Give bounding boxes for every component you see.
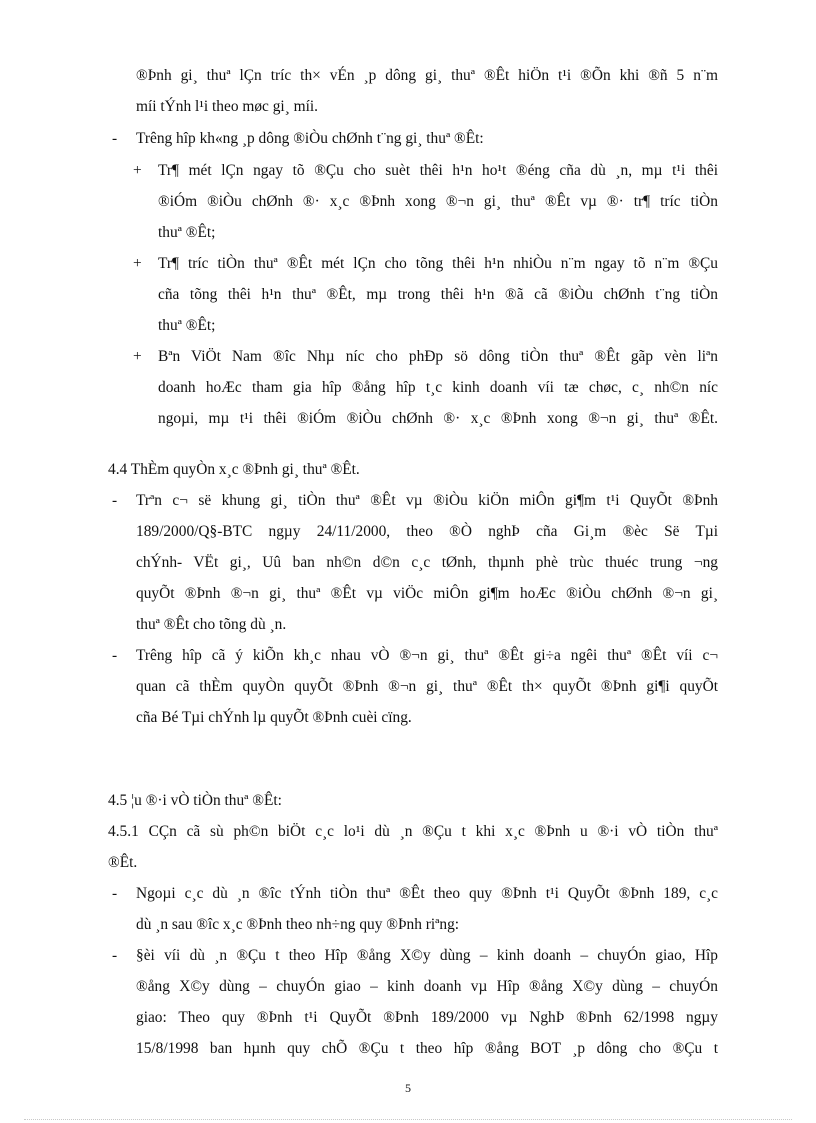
dash-bullet: - [112,947,118,964]
text-line: Bªn ViÖt Nam ®îc Nhµ níc cho phÐp sö dông tiÒn thuª ®Êt gãp vèn liªn [158,348,718,365]
dash-bullet: - [112,492,118,509]
plus-bullet: + [133,348,142,365]
text-line: Tr¶ mét lÇn ngay tõ ®Çu cho suèt thêi h¹n ho¹t ®éng cña dù ¸n, mµ t¹i thêi [158,162,718,179]
text-line: chÝnh- VËt gi¸, Uû ban nh©n d©n c¸c tØnh, thµnh phè trùc thuéc trung ¬ng [136,554,718,571]
text-line: Trêng hîp cã ý kiÕn kh¸c nhau vÒ ®¬n gi¸ thuª ®Êt gi÷a ngêi thuª ®Êt víi c¬ [136,647,718,664]
text-line: Ngoµi c¸c dù ¸n ®îc tÝnh tiÒn thuª ®Êt theo quy ®Þnh t¹i QuyÕt ®Þnh 189, c¸c [136,885,718,902]
text-line: ®Þnh gi¸ thuª lÇn tríc th× vÉn ¸p dông gi¸ thuª ®Êt hiÖn t¹i ®Õn khi ®ñ 5 n¨m [136,67,718,84]
text-line: míi tÝnh l¹i theo møc gi¸ míi. [136,98,319,115]
text-line: 189/2000/Q§-BTC ngµy 24/11/2000, theo ®Ò nghÞ cña Gi¸m ®èc Së Tµi [136,523,718,540]
text-line: thuª ®Êt; [158,224,216,241]
text-line: ®Êt. [108,854,138,871]
section-heading: 4.4 ThÈm quyÒn x¸c ®Þnh gi¸ thuª ®Êt. [108,461,360,478]
text-line: Trªn c¬ së khung gi¸ tiÒn thuª ®Êt vµ ®iÒu kiÖn miÔn gi¶m t¹i QuyÕt ®Þnh [136,492,718,509]
text-line: dù ¸n sau ®îc x¸c ®Þnh theo nh÷ng quy ®Þnh riªng: [136,916,460,933]
text-line: thuª ®Êt; [158,317,216,334]
text-line: Trêng hîp kh«ng ¸p dông ®iÒu chØnh t¨ng gi¸ thuª ®Êt: [136,130,484,147]
dash-bullet: - [112,885,118,902]
text-line: §èi víi dù ¸n ®Çu t theo Hîp ®ång X©y dùng – kinh doanh – chuyÓn giao, Hîp [136,947,718,964]
section-heading: 4.5 ¦u ®·i vÒ tiÒn thuª ®Êt: [108,792,282,809]
text-line: quan cã thÈm quyÒn quyÕt ®Þnh ®¬n gi¸ thuª ®Êt th× quyÕt ®Þnh gi¶i quyÕt [136,678,718,695]
dash-bullet: - [112,647,118,664]
text-line: 15/8/1998 ban hµnh quy chÕ ®Çu t theo hîp ®ång BOT ¸p dông cho ®Çu t [136,1040,718,1057]
text-line: ngoµi, mµ t¹i thêi ®iÓm ®iÒu chØnh ®· x¸c ®Þnh xong ®¬n gi¸ thuª ®Êt. [158,410,718,427]
text-line: thuª ®Êt cho tõng dù ¸n. [136,616,287,633]
dash-bullet: - [112,130,118,147]
plus-bullet: + [133,255,142,272]
text-line: giao: Theo quy ®Þnh t¹i QuyÕt ®Þnh 189/2000 vµ NghÞ ®Þnh 62/1998 ngµy [136,1009,718,1026]
text-line: cña Bé Tµi chÝnh lµ quyÕt ®Þnh cuèi cïng. [136,709,412,726]
text-line: 4.5.1 CÇn cã sù ph©n biÖt c¸c lo¹i dù ¸n ®Çu t khi x¸c ®Þnh u ®·i vÒ tiÒn thuª [108,823,718,840]
plus-bullet: + [133,162,142,179]
page-bottom-divider [24,1119,792,1120]
page-number: 5 [405,1081,411,1095]
text-line: cña tõng thêi h¹n thuª ®Êt, mµ trong thêi h¹n ®ã cã ®iÒu chØnh t¨ng tiÒn [158,286,718,303]
text-line: quyÕt ®Þnh ®¬n gi¸ thuª ®Êt vµ viÖc miÔn gi¶m hoÆc ®iÒu chØnh ®¬n gi¸ [136,585,718,602]
text-line: doanh hoÆc tham gia hîp ®ång hîp t¸c kinh doanh víi tæ chøc, c¸ nh©n níc [158,379,718,396]
text-line: Tr¶ tríc tiÒn thuª ®Êt mét lÇn cho tõng thêi h¹n nhiÒu n¨m ngay tõ n¨m ®Çu [158,255,718,272]
text-line: ®ång X©y dùng – chuyÓn giao – kinh doanh vµ Hîp ®ång X©y dùng – chuyÓn [136,978,718,995]
text-line: ®iÓm ®iÒu chØnh ®· x¸c ®Þnh xong ®¬n gi¸ thuª ®Êt vµ ®· tr¶ tríc tiÒn [158,193,718,210]
